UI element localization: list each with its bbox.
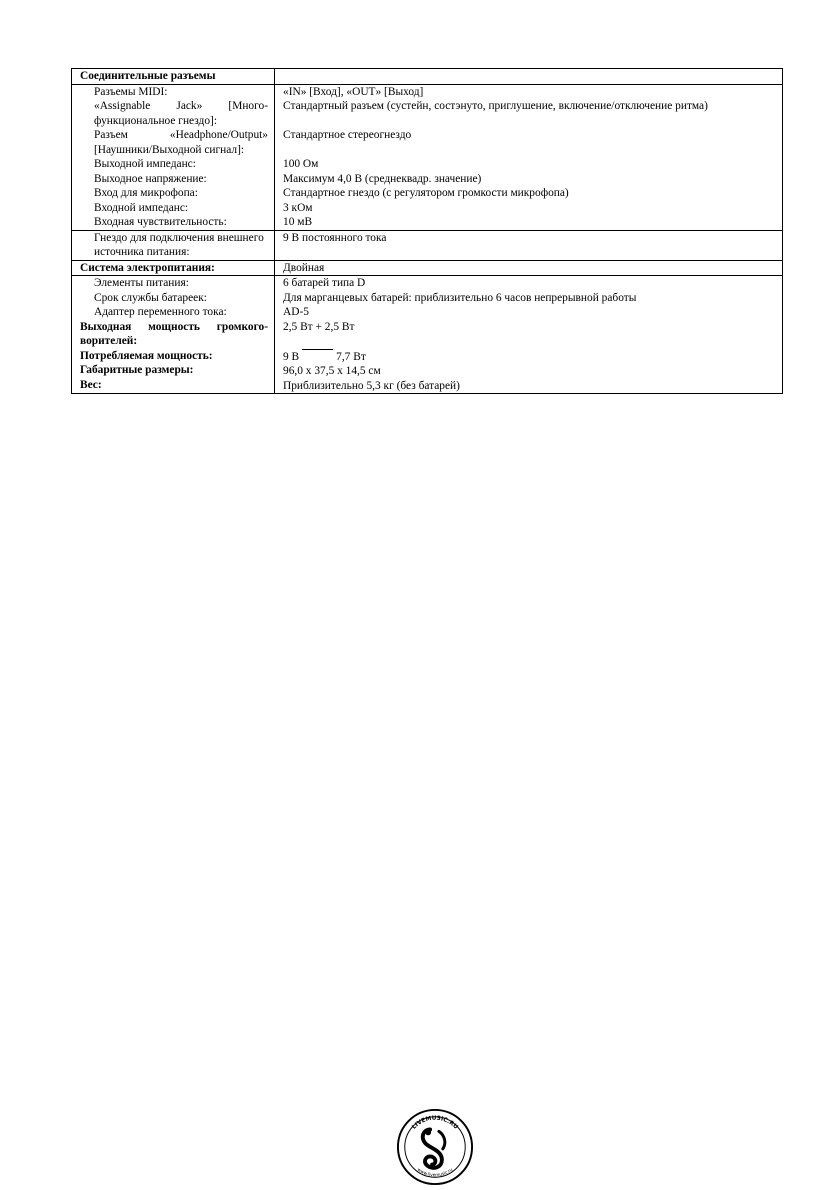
output-impedance-label: Выходной импеданс: xyxy=(94,158,196,170)
dc-jack-row xyxy=(72,230,783,260)
dc-jack-label: Гнездо для подключения внешнего источника питания: xyxy=(72,230,275,260)
connectors-group-row xyxy=(72,84,783,230)
input-sensitivity-value: 10 мВ xyxy=(283,216,313,228)
assignable-value: Стандартный разъем (сустейн, состэнуто, приглушение, включение/отключение ритма) xyxy=(283,100,708,112)
output-voltage-value: Максимум 4,0 В (среднеквадр. значение) xyxy=(283,172,482,185)
midi-label: Разъемы MIDI: xyxy=(94,85,168,98)
assignable-label: «Assignable Jack» [Много-функциональное гнездо]: xyxy=(94,100,268,127)
dimensions-label: Габаритные размеры: xyxy=(80,364,194,376)
connectors-values xyxy=(275,84,783,230)
livemusic-logo-icon xyxy=(396,1108,474,1186)
power-group-values xyxy=(275,276,783,394)
watermark-top-text: LIVEMUSIC.RU xyxy=(411,1115,459,1131)
headphone-label: Разъем «Headphone/Output» [Наушники/Выходной сигнал]: xyxy=(94,129,268,156)
battery-life-value: Для марганцевых батарей: приблизительно 6 часов непрерывной работы xyxy=(283,291,637,304)
input-impedance-value: 3 кОм xyxy=(283,201,313,214)
connectors-header: Соединительные разъемы xyxy=(72,69,275,85)
power-system-value: Двойная xyxy=(275,260,783,276)
connectors-header-value xyxy=(275,69,783,85)
dimensions-value: 96,0 x 37,5 x 14,5 см xyxy=(283,365,381,377)
power-system-label: Система электропитания: xyxy=(72,260,275,276)
power-consumption-value xyxy=(283,349,776,365)
connectors-labels xyxy=(72,84,275,230)
midi-value: «IN» [Вход], «OUT» [Выход] xyxy=(283,85,424,98)
power-group-row xyxy=(72,276,783,394)
speaker-power-label: Выходная мощность громкого-ворителей: xyxy=(80,320,268,347)
speaker-power-value: 2,5 Вт + 2,5 Вт xyxy=(283,320,355,333)
output-impedance-value: 100 Ом xyxy=(283,158,319,170)
headphone-value: Стандартное стереогнездо xyxy=(283,129,412,141)
power-consumption-voltage: 9 В xyxy=(283,350,300,363)
mic-input-value: Стандартное гнездо (с регулятором громкости микрофопа) xyxy=(283,187,569,199)
watermark-bottom-text: www.livemusic.ru xyxy=(415,1167,455,1179)
mic-input-label: Вход для микрофопа: xyxy=(94,187,198,199)
input-impedance-label: Входной импеданс: xyxy=(94,201,189,214)
specifications-table xyxy=(71,68,783,394)
power-elements-label: Элементы питания: xyxy=(94,277,189,289)
dc-symbol-icon xyxy=(302,349,333,356)
ac-adaptor-value: AD-5 xyxy=(283,306,309,318)
power-consumption-label: Потребляемая мощность: xyxy=(80,349,213,362)
power-group-labels xyxy=(72,276,275,394)
weight-label: Вес: xyxy=(80,378,102,391)
power-elements-value: 6 батарей типа D xyxy=(283,277,366,289)
weight-value: Приблизительно 5,3 кг (без батарей) xyxy=(283,379,460,392)
power-consumption-watts: 7,7 Вт xyxy=(336,350,366,363)
ac-adaptor-label: Адаптер переменного тока: xyxy=(94,306,227,318)
battery-life-label: Срок службы батареек: xyxy=(94,291,207,304)
input-sensitivity-label: Входная чувствительность: xyxy=(94,216,227,228)
dc-jack-value: 9 В постоянного тока xyxy=(275,230,783,260)
connectors-header-row xyxy=(72,69,783,85)
output-voltage-label: Выходное напряжение: xyxy=(94,172,207,185)
power-system-row xyxy=(72,260,783,276)
